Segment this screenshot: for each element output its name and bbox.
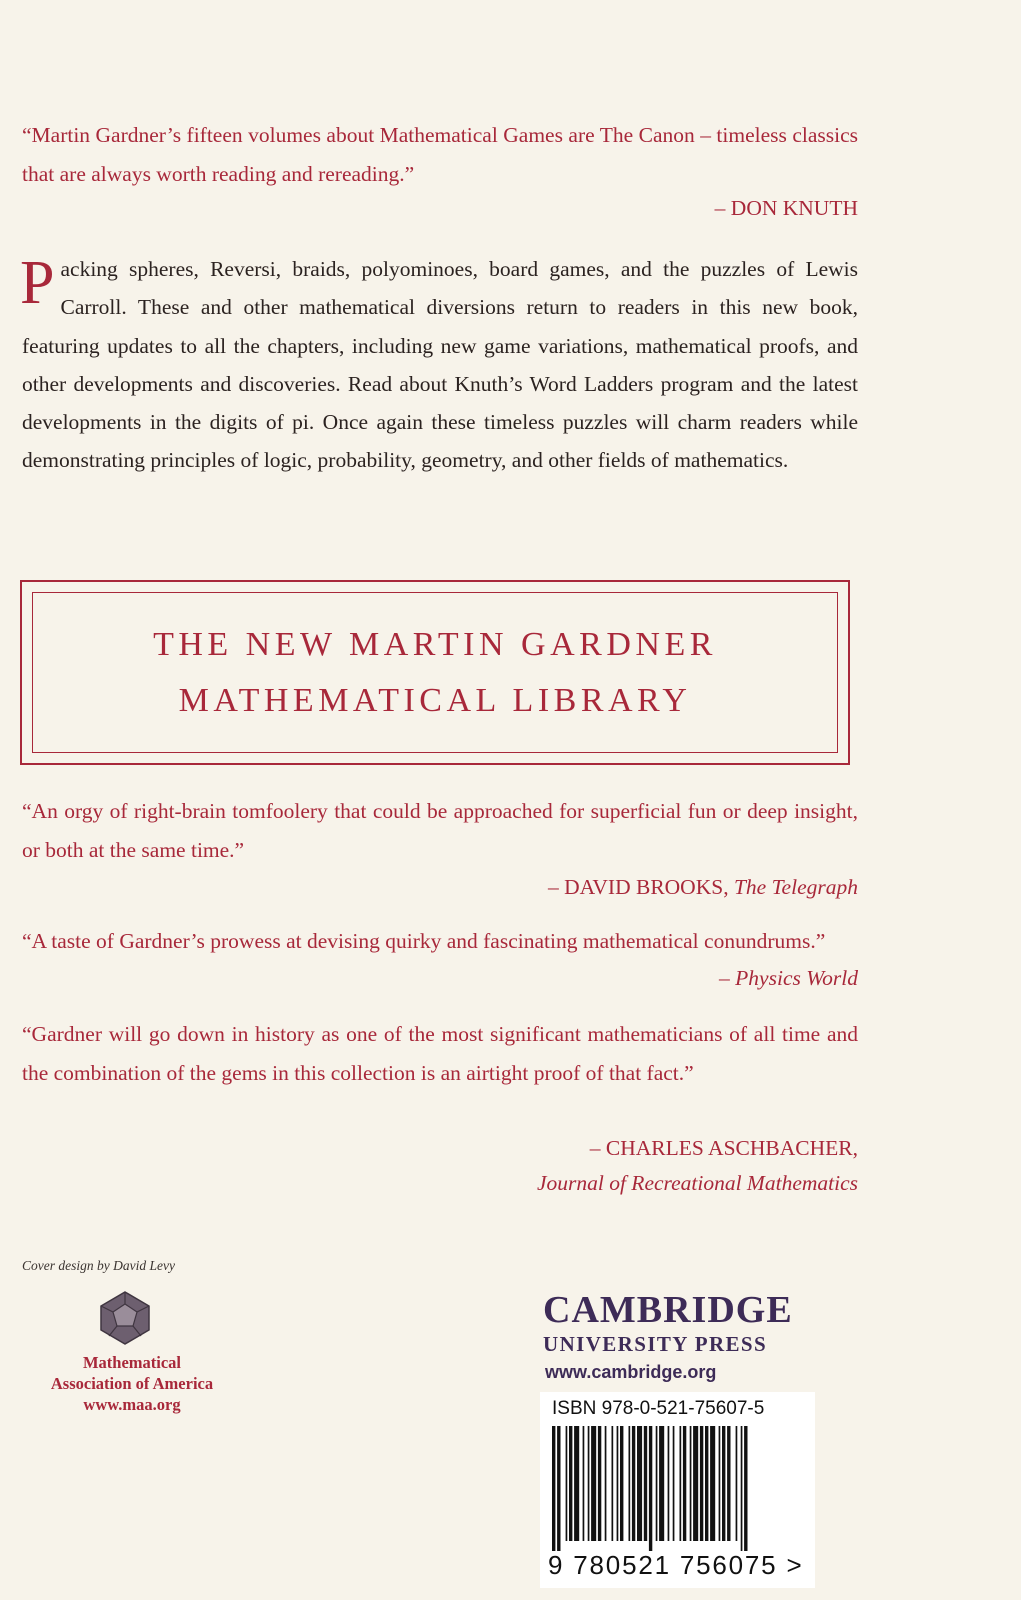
barcode-bar	[693, 1426, 698, 1541]
quote-brooks-source: The Telegraph	[733, 875, 858, 899]
quote-brooks-name: – DAVID BROOKS,	[547, 875, 734, 899]
barcode-bar	[598, 1426, 601, 1541]
barcode-bar	[574, 1426, 579, 1541]
barcode-bar	[569, 1426, 572, 1541]
barcode-bar	[741, 1426, 743, 1551]
barcode-bar	[727, 1426, 730, 1541]
barcode-bar	[668, 1426, 670, 1541]
barcode-bar	[736, 1426, 738, 1541]
barcode-bar	[612, 1426, 614, 1541]
publisher-name: CAMBRIDGE	[543, 1289, 793, 1331]
quote-physics-source: – Physics World	[719, 966, 858, 990]
isbn-label: ISBN 978-0-521-75607-5	[552, 1398, 765, 1419]
barcode-bar	[566, 1426, 568, 1541]
quote-knuth-attribution: – DON KNUTH	[714, 196, 858, 220]
quote-aschbacher-source-title: Journal of Recreational Mathematics	[536, 1171, 858, 1195]
book-blurb	[22, 250, 858, 480]
barcode-bar	[644, 1426, 647, 1541]
series-title-inner-frame	[32, 592, 838, 753]
barcode-bar	[629, 1426, 631, 1541]
barcode-bar	[620, 1426, 623, 1541]
maa-line-1: Mathematical	[82, 1353, 182, 1372]
quote-aschbacher-source	[537, 1168, 858, 1198]
series-title-line-1: THE NEW MARTIN GARDNER	[153, 625, 717, 663]
barcode-bar	[659, 1426, 664, 1541]
barcode-bar	[705, 1426, 708, 1541]
barcode-bar	[557, 1426, 560, 1551]
barcode	[548, 1426, 806, 1551]
dodecahedron-icon	[97, 1290, 153, 1346]
quote-knuth-text: “Martin Gardner’s fifteen volumes about Mathematical Games are The Canon – timeless classics that are always worth reading and rereading.”	[22, 123, 858, 186]
barcode-digits: 9 780521 756075 >	[548, 1550, 804, 1580]
blurb-text: acking spheres, Reversi, braids, polyominoes, board games, and the puzzles of Lewis Carroll. These and other mathematical diversions return to readers in this new book, featuring updates to all the chapters, including new game variations, mathematical proofs, and other developments and discoveries. Read about Knuth’s Word Ladders program and the latest developments in the digits of pi. Once again these timeless puzzles will charm readers while demonstrating principles of logic, probability, geometry, and other fields of mathematics.	[22, 257, 858, 473]
publisher-subtitle: UNIVERSITY PRESS	[543, 1332, 768, 1356]
barcode-bar	[744, 1426, 747, 1551]
isbn-barcode-panel	[540, 1392, 815, 1588]
barcode-bar	[673, 1426, 675, 1541]
maa-name	[12, 1352, 252, 1415]
barcode-bar	[656, 1426, 658, 1541]
barcode-bar	[588, 1426, 590, 1541]
barcode-bar	[637, 1426, 642, 1541]
series-title-box	[20, 580, 850, 765]
barcode-bar	[617, 1426, 619, 1541]
maa-line-2: Association of America	[50, 1374, 214, 1393]
barcode-bar	[719, 1426, 721, 1541]
barcode-bar	[591, 1426, 596, 1541]
barcode-bar	[632, 1426, 635, 1541]
barcode-bar	[690, 1426, 692, 1541]
series-title-line-2: MATHEMATICAL LIBRARY	[178, 681, 692, 719]
quote-physics-text: “A taste of Gardner’s prowess at devising quirky and fascinating mathematical conundrums.”	[22, 929, 826, 953]
barcode-bar	[683, 1426, 686, 1541]
quote-aschbacher-text: “Gardner will go down in history as one of the most significant mathematicians of all time and the combination of the gems in this collection is an airtight proof of that fact.”	[22, 1022, 858, 1085]
quote-brooks-text: “An orgy of right-brain tomfoolery that could be approached for superficial fun or deep insight, or both at the same time.”	[22, 799, 858, 862]
quote-aschbacher-name: – CHARLES ASCHBACHER,	[589, 1136, 858, 1160]
barcode-bar	[649, 1426, 652, 1551]
barcode-bar	[722, 1426, 725, 1541]
barcode-bar	[552, 1426, 555, 1551]
barcode-bar	[583, 1426, 585, 1541]
maa-url: www.maa.org	[83, 1395, 181, 1414]
drop-cap: P	[20, 249, 55, 317]
quote-physics-attribution	[719, 963, 858, 993]
quote-brooks-attribution	[548, 872, 858, 902]
barcode-bar	[680, 1426, 682, 1541]
barcode-bar	[605, 1426, 607, 1541]
cover-design-credit: Cover design by David Levy	[22, 1258, 175, 1273]
barcode-bar	[700, 1426, 703, 1541]
publisher-url: www.cambridge.org	[545, 1362, 717, 1382]
barcode-bar	[710, 1426, 715, 1541]
